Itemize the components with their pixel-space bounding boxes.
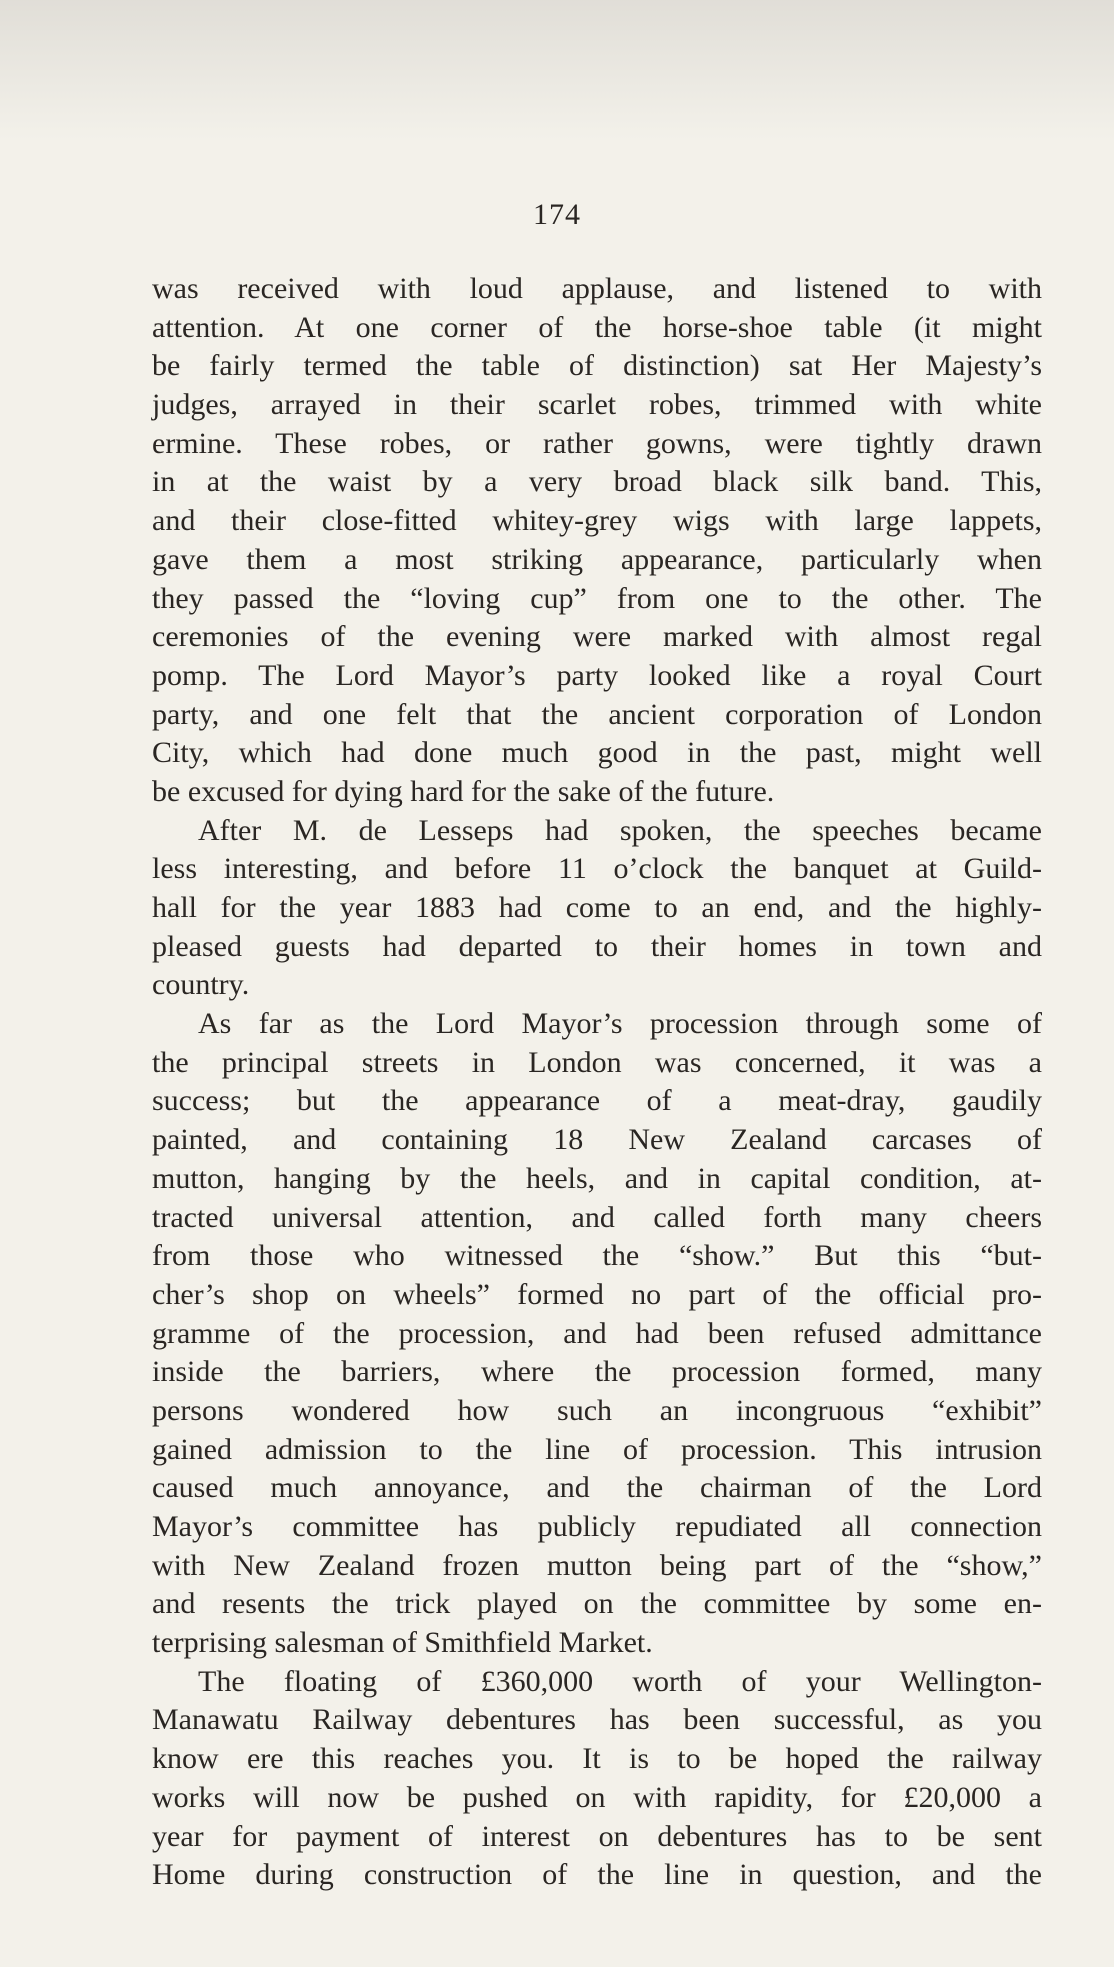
text-line: gave them a most striking appearance, particularly when (152, 542, 1042, 576)
text-line: party, and one felt that the ancient corporation of London (152, 697, 1042, 731)
text-line: cher’s shop on wheels” formed no part of the official pro- (152, 1277, 1042, 1311)
text-line: pomp. The Lord Mayor’s party looked like a royal Court (152, 658, 1042, 692)
text-line: with New Zealand frozen mutton being part of the “show,” (152, 1548, 1042, 1582)
text-line: Manawatu Railway debentures has been successful, as you (152, 1703, 1042, 1737)
text-line: terprising salesman of Smithfield Market. (152, 1626, 653, 1660)
text-line: Mayor’s committee has publicly repudiated all connection (152, 1510, 1042, 1543)
text-line: in at the waist by a very broad black silk band. This, (152, 465, 1042, 499)
text-line: tracted universal attention, and called forth many cheers (152, 1200, 1042, 1234)
text-line: from those who witnessed the “show.” But this “but- (152, 1239, 1042, 1273)
text-line: know ere this reaches you. It is to be hoped the railway (152, 1742, 1042, 1776)
text-line: caused much annoyance, and the chairman of the Lord (152, 1471, 1042, 1505)
text-line: success; but the appearance of a meat-dray, gaudily (152, 1084, 1042, 1118)
text-line: be fairly termed the table of distinction) sat Her Majesty’s (152, 349, 1042, 383)
text-line: inside the barriers, where the procession formed, many (152, 1355, 1042, 1389)
text-line: Home during construction of the line in question, and the (152, 1858, 1042, 1892)
text-line: judges, arrayed in their scarlet robes, trimmed with white (152, 388, 1042, 422)
text-line: ermine. These robes, or rather gowns, were tightly drawn (152, 426, 1042, 460)
text-line: be excused for dying hard for the sake of the future. (152, 774, 775, 808)
text-line: attention. At one corner of the horse-shoe table (it might (152, 310, 1042, 344)
text-line: mutton, hanging by the heels, and in capital condition, at- (152, 1161, 1042, 1195)
page-number: 174 (533, 198, 581, 231)
text-line: gained admission to the line of procession. This intrusion (152, 1432, 1042, 1466)
text-line: and resents the trick played on the committee by some en- (152, 1587, 1042, 1621)
body-text (152, 270, 1042, 1895)
text-line: painted, and containing 18 New Zealand carcases of (152, 1123, 1042, 1157)
text-line: gramme of the procession, and had been refused admittance (152, 1316, 1042, 1350)
text-line: they passed the “loving cup” from one to the other. The (152, 581, 1042, 615)
text-line: pleased guests had departed to their homes in town and (152, 929, 1042, 963)
text-line: country. (152, 968, 250, 1002)
text-line: The floating of £360,000 worth of your Wellington- (198, 1664, 1042, 1698)
text-line: the principal streets in London was concerned, it was a (152, 1045, 1042, 1079)
text-line: ceremonies of the evening were marked with almost regal (152, 620, 1042, 654)
text-line: hall for the year 1883 had come to an end, and the highly- (152, 891, 1042, 924)
text-line: After M. de Lesseps had spoken, the speeches became (198, 813, 1042, 847)
text-line: was received with loud applause, and listened to with (152, 272, 1042, 305)
text-line: less interesting, and before 11 o’clock the banquet at Guild- (152, 852, 1042, 886)
text-line: works will now be pushed on with rapidity, for £20,000 a (152, 1780, 1042, 1814)
text-line: City, which had done much good in the past, might well (152, 736, 1042, 770)
text-line: year for payment of interest on debentures has to be sent (152, 1819, 1042, 1853)
text-line: and their close-fitted whitey-grey wigs with large lappets, (152, 504, 1042, 538)
text-line: As far as the Lord Mayor’s procession through some of (198, 1007, 1042, 1041)
text-line: persons wondered how such an incongruous “exhibit” (152, 1393, 1042, 1427)
page-edge-shadow (0, 0, 1114, 140)
